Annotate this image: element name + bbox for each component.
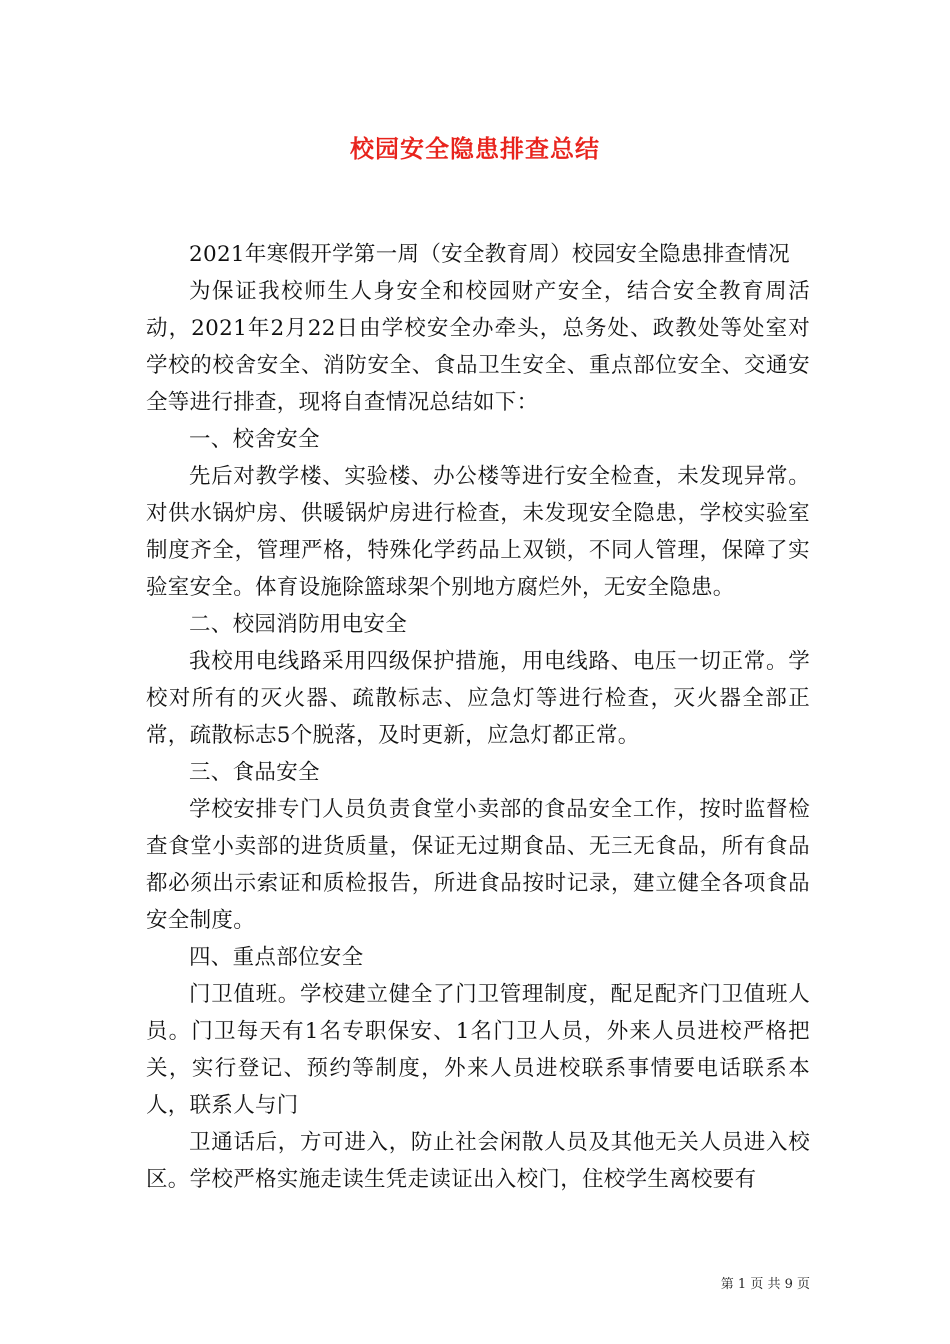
fire-electric-paragraph: 我校用电线路采用四级保护措施，用电线路、电压一切正常。学校对所有的灭火器、疏散标志、应急灯等进行检查，灭火器全部正常，疏散标志5个脱落，及时更新，应急灯都正常。	[146, 649, 810, 748]
key-areas-paragraph-1: 门卫值班。学校建立健全了门卫管理制度，配足配齐门卫值班人员。门卫每天有1名专职保安、1名门卫人员，外来人员进校严格把关，实行登记、预约等制度，外来人员进校联系事情要电话联系本人，联系人与门	[146, 982, 810, 1118]
food-paragraph: 学校安排专门人员负责食堂小卖部的食品安全工作，按时监督检查食堂小卖部的进货质量，保证无过期食品、无三无食品，所有食品都必须出示索证和质检报告，所进食品按时记录，建立健全各项食品安全制度。	[146, 797, 810, 933]
section-heading-key-areas: 四、重点部位安全	[189, 945, 364, 970]
page-number: 第 1 页 共 9 页	[720, 1277, 810, 1292]
key-areas-paragraph-2: 卫通话后，方可进入，防止社会闲散人员及其他无关人员进入校区。学校严格实施走读生凭走读证出入校门，住校学生离校要有	[146, 1130, 810, 1192]
dormitory-paragraph: 先后对教学楼、实验楼、办公楼等进行安全检查，未发现异常。对供水锅炉房、供暖锅炉房进行检查，未发现安全隐患，学校实验室制度齐全，管理严格，特殊化学药品上双锁，不同人管理，保障了实验室安全。体育设施除篮球架个别地方腐烂外，无安全隐患。	[146, 464, 810, 600]
section-heading-food: 三、食品安全	[189, 760, 320, 785]
section-heading-fire-electric: 二、校园消防用电安全	[189, 612, 408, 637]
intro-paragraph: 为保证我校师生人身安全和校园财产安全，结合安全教育周活动，2021年2月22日由学校安全办牵头，总务处、政教处等处室对学校的校舍安全、消防安全、食品卫生安全、重点部位安全、交通安全等进行排查，现将自查情况总结如下：	[146, 279, 810, 415]
section-heading-dormitory: 一、校舍安全	[189, 427, 320, 452]
document-body	[146, 236, 810, 1198]
document-title: 校园安全隐患排查总结	[350, 135, 600, 163]
document-subtitle: 2021年寒假开学第一周（安全教育周）校园安全隐患排查情况	[189, 242, 790, 267]
